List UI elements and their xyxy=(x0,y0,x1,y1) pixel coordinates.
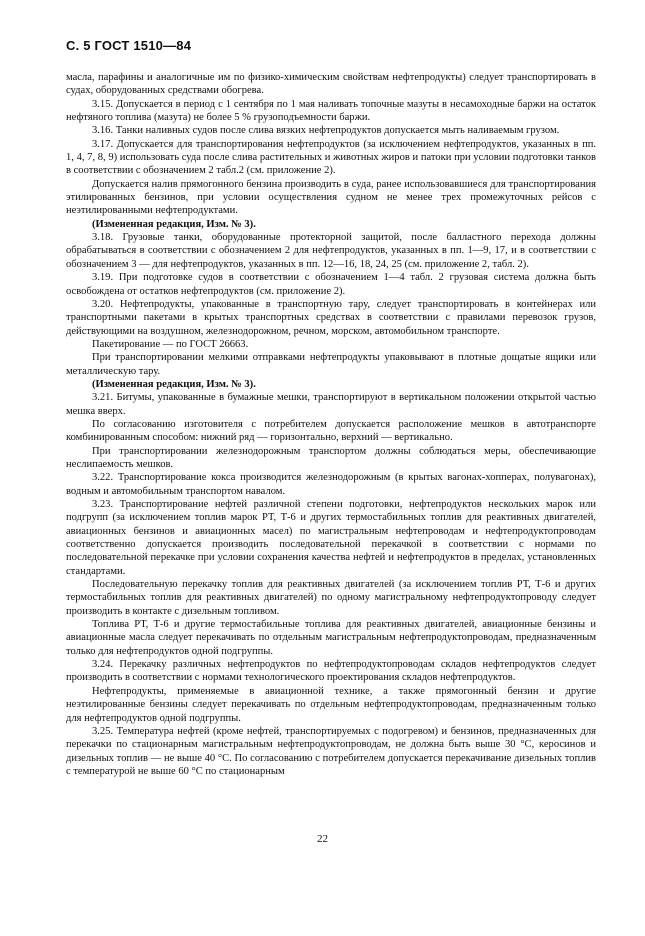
paragraph: При транспортировании мелкими отправками нефтепродукты упаковывают в плотные дощатые ящики или металлическую тару. xyxy=(66,352,596,377)
paragraph: 3.15. Допускается в период с 1 сентября по 1 мая наливать топочные мазуты в несамоходные баржи на остаток нефтяного топлива (мазута) не более 5 % грузоподъемности баржи. xyxy=(66,98,596,124)
paragraph: 3.20. Нефтепродукты, упакованные в транспортную тару, следует транспортировать в контейнерах или транспортными пакетами в крытых транспортных средствах в соответствии с правилами перевозок грузов, действующими на воздушном, железнодорожном, речном, морском, автомобильном транспорте. xyxy=(66,298,596,337)
paragraph: 3.19. При подготовке судов в соответствии с обозначением 1—4 табл. 2 грузовая система должна быть освобождена от остатков нефтепродуктов (см. приложение 2). xyxy=(66,272,596,297)
page-number: 22 xyxy=(317,833,328,845)
paragraph: 3.17. Допускается для транспортирования нефтепродуктов (за исключением нефтепродуктов, указанных в пп. 1, 4, 7, 8, 9) использовать суда после слива растительных и животных жиров и патоки при условии подготовки танков в соответствии с обозначением 2 табл.2 (см. приложение 2). xyxy=(66,138,596,177)
paragraph: Последовательную перекачку топлив для реактивных двигателей (за исключением топлив РТ, Т-6 и других термостабильных топлив для реактивных двигателей) по одному магистральному нефтепродуктопроводу следует производить в контакте с дизельным топливом. xyxy=(66,579,596,617)
paragraph: 3.24. Перекачку различных нефтепродуктов по нефтепродуктопроводам складов нефтепродуктов следует производить в соответствии с нормами технологического проектирования складов нефтепродуктов. xyxy=(66,659,596,684)
paragraph: При транспортировании железнодорожным транспортом должны соблюдаться меры, обеспечивающие неслипаемость мешков. xyxy=(66,445,596,470)
paragraph: масла, парафины и аналогичные им по физико-химическим свойствам нефтепродукты) следует транспортировать в судах, оборудованных средствами обогрева. xyxy=(66,72,596,97)
page-header: С. 5 ГОСТ 1510—84 xyxy=(66,38,192,53)
paragraph: 3.16. Танки наливных судов после слива вязких нефтепродуктов допускается мыть наливаемым грузом. xyxy=(92,125,560,137)
paragraph: По согласованию изготовителя с потребителем допускается расположение мешков в автотранспорте комбинированным способом: нижний ряд — горизонтально, верхний — вертикально. xyxy=(66,418,596,444)
paragraph: (Измененная редакция, Изм. № 3). xyxy=(92,218,256,230)
paragraph: Топлива РТ, Т-6 и другие термостабильные топлива для реактивных двигателей, авиационные бензины и авиационные масла следует перекачивать по отдельным магистральным нефтепродуктопроводам, предназначенным только для нефтепродуктов одной подгруппы. xyxy=(66,619,596,657)
paragraph: 3.22. Транспортирование кокса производится железнодорожным (в крытых вагонах-хопперах, полувагонах), водным и автомобильным транспортом навалом. xyxy=(66,472,596,497)
paragraph: Пакетирование — по ГОСТ 26663. xyxy=(92,338,249,350)
paragraph: (Измененная редакция, Изм. № 3). xyxy=(92,378,256,390)
body-text xyxy=(66,71,596,778)
paragraph: 3.25. Температура нефтей (кроме нефтей, транспортируемых с подогревом) и бензинов, предназначенных для перекачки по стационарным магистральным нефтепродуктопроводам, не должна быть выше 30 °С, керосинов и дизельных топлив — не выше 40 °С. По согласованию с потребителем допускается перекачивание дизельных топлив с температурой не выше 60 °С по стационарным xyxy=(66,725,596,777)
paragraph: 3.21. Битумы, упакованные в бумажные мешки, транспортируют в вертикальном положении открытой частью мешка вверх. xyxy=(66,392,596,417)
paragraph: 3.18. Грузовые танки, оборудованные протекторной защитой, после балластного перехода должны обрабатываться в соответствии с обозначением 2 для нефтепродуктов, указанных в пп. 1—9, 17, и в соответствии с обозначением 3 — для нефтепродуктов, указанных в пп. 12—16, 18, 24, 25 (см. приложение 2, табл. 2). xyxy=(66,232,596,270)
paragraph: 3.23. Транспортирование нефтей различной степени подготовки, нефтепродуктов нескольких марок или подгрупп (за исключением топлив марок РТ, Т-6 и других термостабильных топлив для реактивных двигателей, авиационных бензинов и авиационных масел) по магистральным нефтепроводам и нефтепродуктопроводам соответственно допускается производить последовательной перекачкой в соответствии с нормами по последовательной перекачке при условии сохранения качества нефтей и нефтепродуктов в пределах, установленных стандартами. xyxy=(66,499,596,577)
paragraph: Нефтепродукты, применяемые в авиационной технике, а также прямогонный бензин и другие неэтилированные бензины следует перекачивать по отдельным нефтепродуктопроводам, предназначенным только для нефтепродуктов одной подгруппы. xyxy=(66,685,596,724)
paragraph: Допускается налив прямогонного бензина производить в суда, ранее использовавшиеся для транспортирования этилированных бензинов, при условии осуществления судном не менее трех промежуточных рейсов с неэтилированными нефтепродуктами. xyxy=(66,178,596,217)
